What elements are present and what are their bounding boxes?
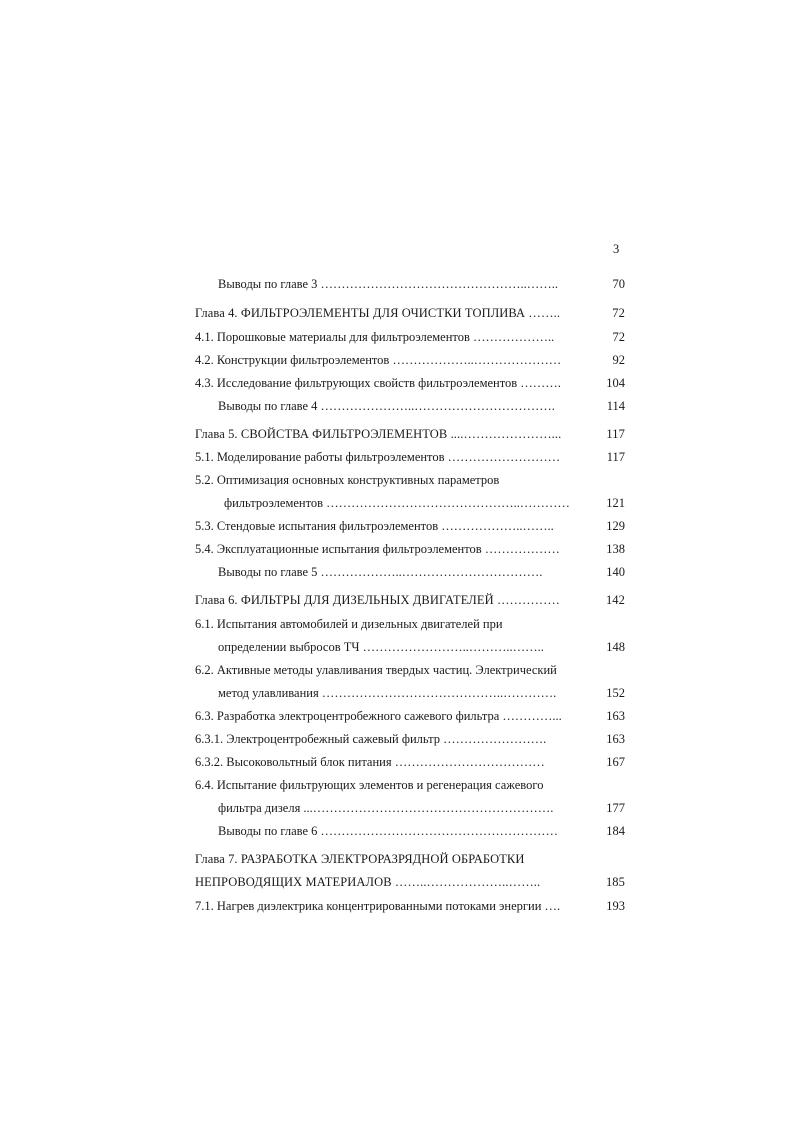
toc-entry-text: НЕПРОВОДЯЩИХ МАТЕРИАЛОВ ……..………………..…….. <box>195 875 541 889</box>
toc-entry-page: 70 <box>612 277 625 291</box>
toc-entry-text: Выводы по главе 4 …………………..……………………………. <box>218 399 555 413</box>
toc-entry-text: Выводы по главе 3 …………………………………………..…….. <box>218 277 559 291</box>
toc-entry-text: Выводы по главе 5 ………………..……………………………. <box>218 565 543 579</box>
toc-chapter-continuation <box>195 872 625 892</box>
toc-entry-page: 104 <box>606 376 625 390</box>
toc-entry-text: 7.1. Нагрев диэлектрика концентрированными потоками энергии …. <box>195 899 561 913</box>
toc-entry <box>195 614 625 634</box>
toc-entry-page: 184 <box>606 824 625 838</box>
toc-entry-page: 72 <box>612 330 625 344</box>
toc-entry-page: 138 <box>606 542 625 556</box>
toc-entry-text: 6.3. Разработка электроцентробежного сажевого фильтра …………... <box>195 709 562 723</box>
toc-entry-text: фильтроэлементов ………………………………………..………… <box>224 496 570 510</box>
toc-entry-page: 140 <box>606 565 625 579</box>
toc-chapter <box>195 303 625 323</box>
toc-entry <box>195 327 625 347</box>
toc-entry-page: 193 <box>606 899 625 913</box>
toc-entry-page: 152 <box>606 686 625 700</box>
toc-entry-page: 177 <box>606 801 625 815</box>
toc-chapter <box>195 849 625 869</box>
toc-entry <box>195 516 625 536</box>
toc-entry-page: 92 <box>612 353 625 367</box>
toc-entry <box>195 752 625 772</box>
toc-entry <box>195 775 625 795</box>
toc-entry-text: 6.1. Испытания автомобилей и дизельных двигателей при <box>195 617 503 631</box>
toc-entry-text: 4.3. Исследование фильтрующих свойств фильтроэлементов ………. <box>195 376 561 390</box>
toc-entry-text: 5.4. Эксплуатационные испытания фильтроэлементов ……………… <box>195 542 560 556</box>
toc-entry-page: 114 <box>606 399 625 413</box>
toc-entry-continuation <box>218 637 625 657</box>
toc-entry-page: 167 <box>606 755 625 769</box>
toc-entry-text: 4.1. Порошковые материалы для фильтроэлементов ……………….. <box>195 330 555 344</box>
toc-entry-text: 6.2. Активные методы улавливания твердых частиц. Электрический <box>195 663 557 677</box>
toc-entry-page: 185 <box>605 875 625 889</box>
toc-chapter <box>195 424 625 444</box>
toc-entry <box>195 729 625 749</box>
toc-entry <box>218 396 625 416</box>
toc-entry <box>218 821 625 841</box>
toc-entry <box>195 470 625 490</box>
toc-entry <box>195 373 625 393</box>
toc-chapter <box>195 590 625 610</box>
toc-entry-text: Выводы по главе 6 ………………………………………………… <box>218 824 559 838</box>
toc-entry-text: 6.3.1. Электроцентробежный сажевый фильтр ……………………. <box>195 732 547 746</box>
toc-entry-continuation <box>218 798 625 818</box>
toc-entry-page: 163 <box>606 732 625 746</box>
page-number: 3 <box>613 242 620 256</box>
toc-entry <box>218 562 625 582</box>
toc-entry-text: 4.2. Конструкции фильтроэлементов ………………..………………… <box>195 353 562 367</box>
toc-entry-text: Глава 6. ФИЛЬТРЫ ДЛЯ ДИЗЕЛЬНЫХ ДВИГАТЕЛЕЙ …………… <box>195 593 560 607</box>
toc-entry-text: 6.4. Испытание фильтрующих элементов и регенерация сажевого <box>195 778 544 792</box>
toc-entry-text: 5.1. Моделирование работы фильтроэлементов ……………………… <box>195 450 561 464</box>
toc-entry <box>195 350 625 370</box>
toc-entry-text: Глава 4. ФИЛЬТРОЭЛЕМЕНТЫ ДЛЯ ОЧИСТКИ ТОПЛИВА …….. <box>195 306 561 320</box>
toc-entry <box>218 274 625 294</box>
toc-entry-page: 148 <box>606 640 625 654</box>
toc-entry-page: 72 <box>612 306 625 320</box>
toc-entry-page: 117 <box>606 450 625 464</box>
toc-entry <box>195 539 625 559</box>
toc-entry-page: 121 <box>606 496 625 510</box>
toc-entry <box>195 447 625 467</box>
toc-entry-page: 117 <box>606 427 625 441</box>
toc-entry-page: 163 <box>606 709 625 723</box>
toc-entry-text: 5.3. Стендовые испытания фильтроэлементов ………………..…….. <box>195 519 554 533</box>
toc-entry-text: 5.2. Оптимизация основных конструктивных параметров <box>195 473 500 487</box>
toc-entry-continuation <box>218 683 625 703</box>
toc-entry-text: определении выбросов ТЧ ……………………..………..…….. <box>218 640 544 654</box>
toc-entry <box>195 706 625 726</box>
toc-entry-text: 6.3.2. Высоковольтный блок питания ……………………………… <box>195 755 545 769</box>
toc-entry-text: фильтра дизеля ...…………………………………………………. <box>218 801 554 815</box>
toc-entry-page: 142 <box>605 593 625 607</box>
toc-entry-text: метод улавливания ……………………………………..…………. <box>218 686 557 700</box>
toc-entry <box>195 660 625 680</box>
toc-entry-text: Глава 7. РАЗРАБОТКА ЭЛЕКТРОРАЗРЯДНОЙ ОБРАБОТКИ <box>195 852 525 866</box>
toc-entry-text: Глава 5. СВОЙСТВА ФИЛЬТРОЭЛЕМЕНТОВ ....…………………... <box>195 427 562 441</box>
toc-entry-page: 129 <box>606 519 625 533</box>
toc-entry-continuation <box>224 493 625 513</box>
toc-entry <box>195 896 625 916</box>
